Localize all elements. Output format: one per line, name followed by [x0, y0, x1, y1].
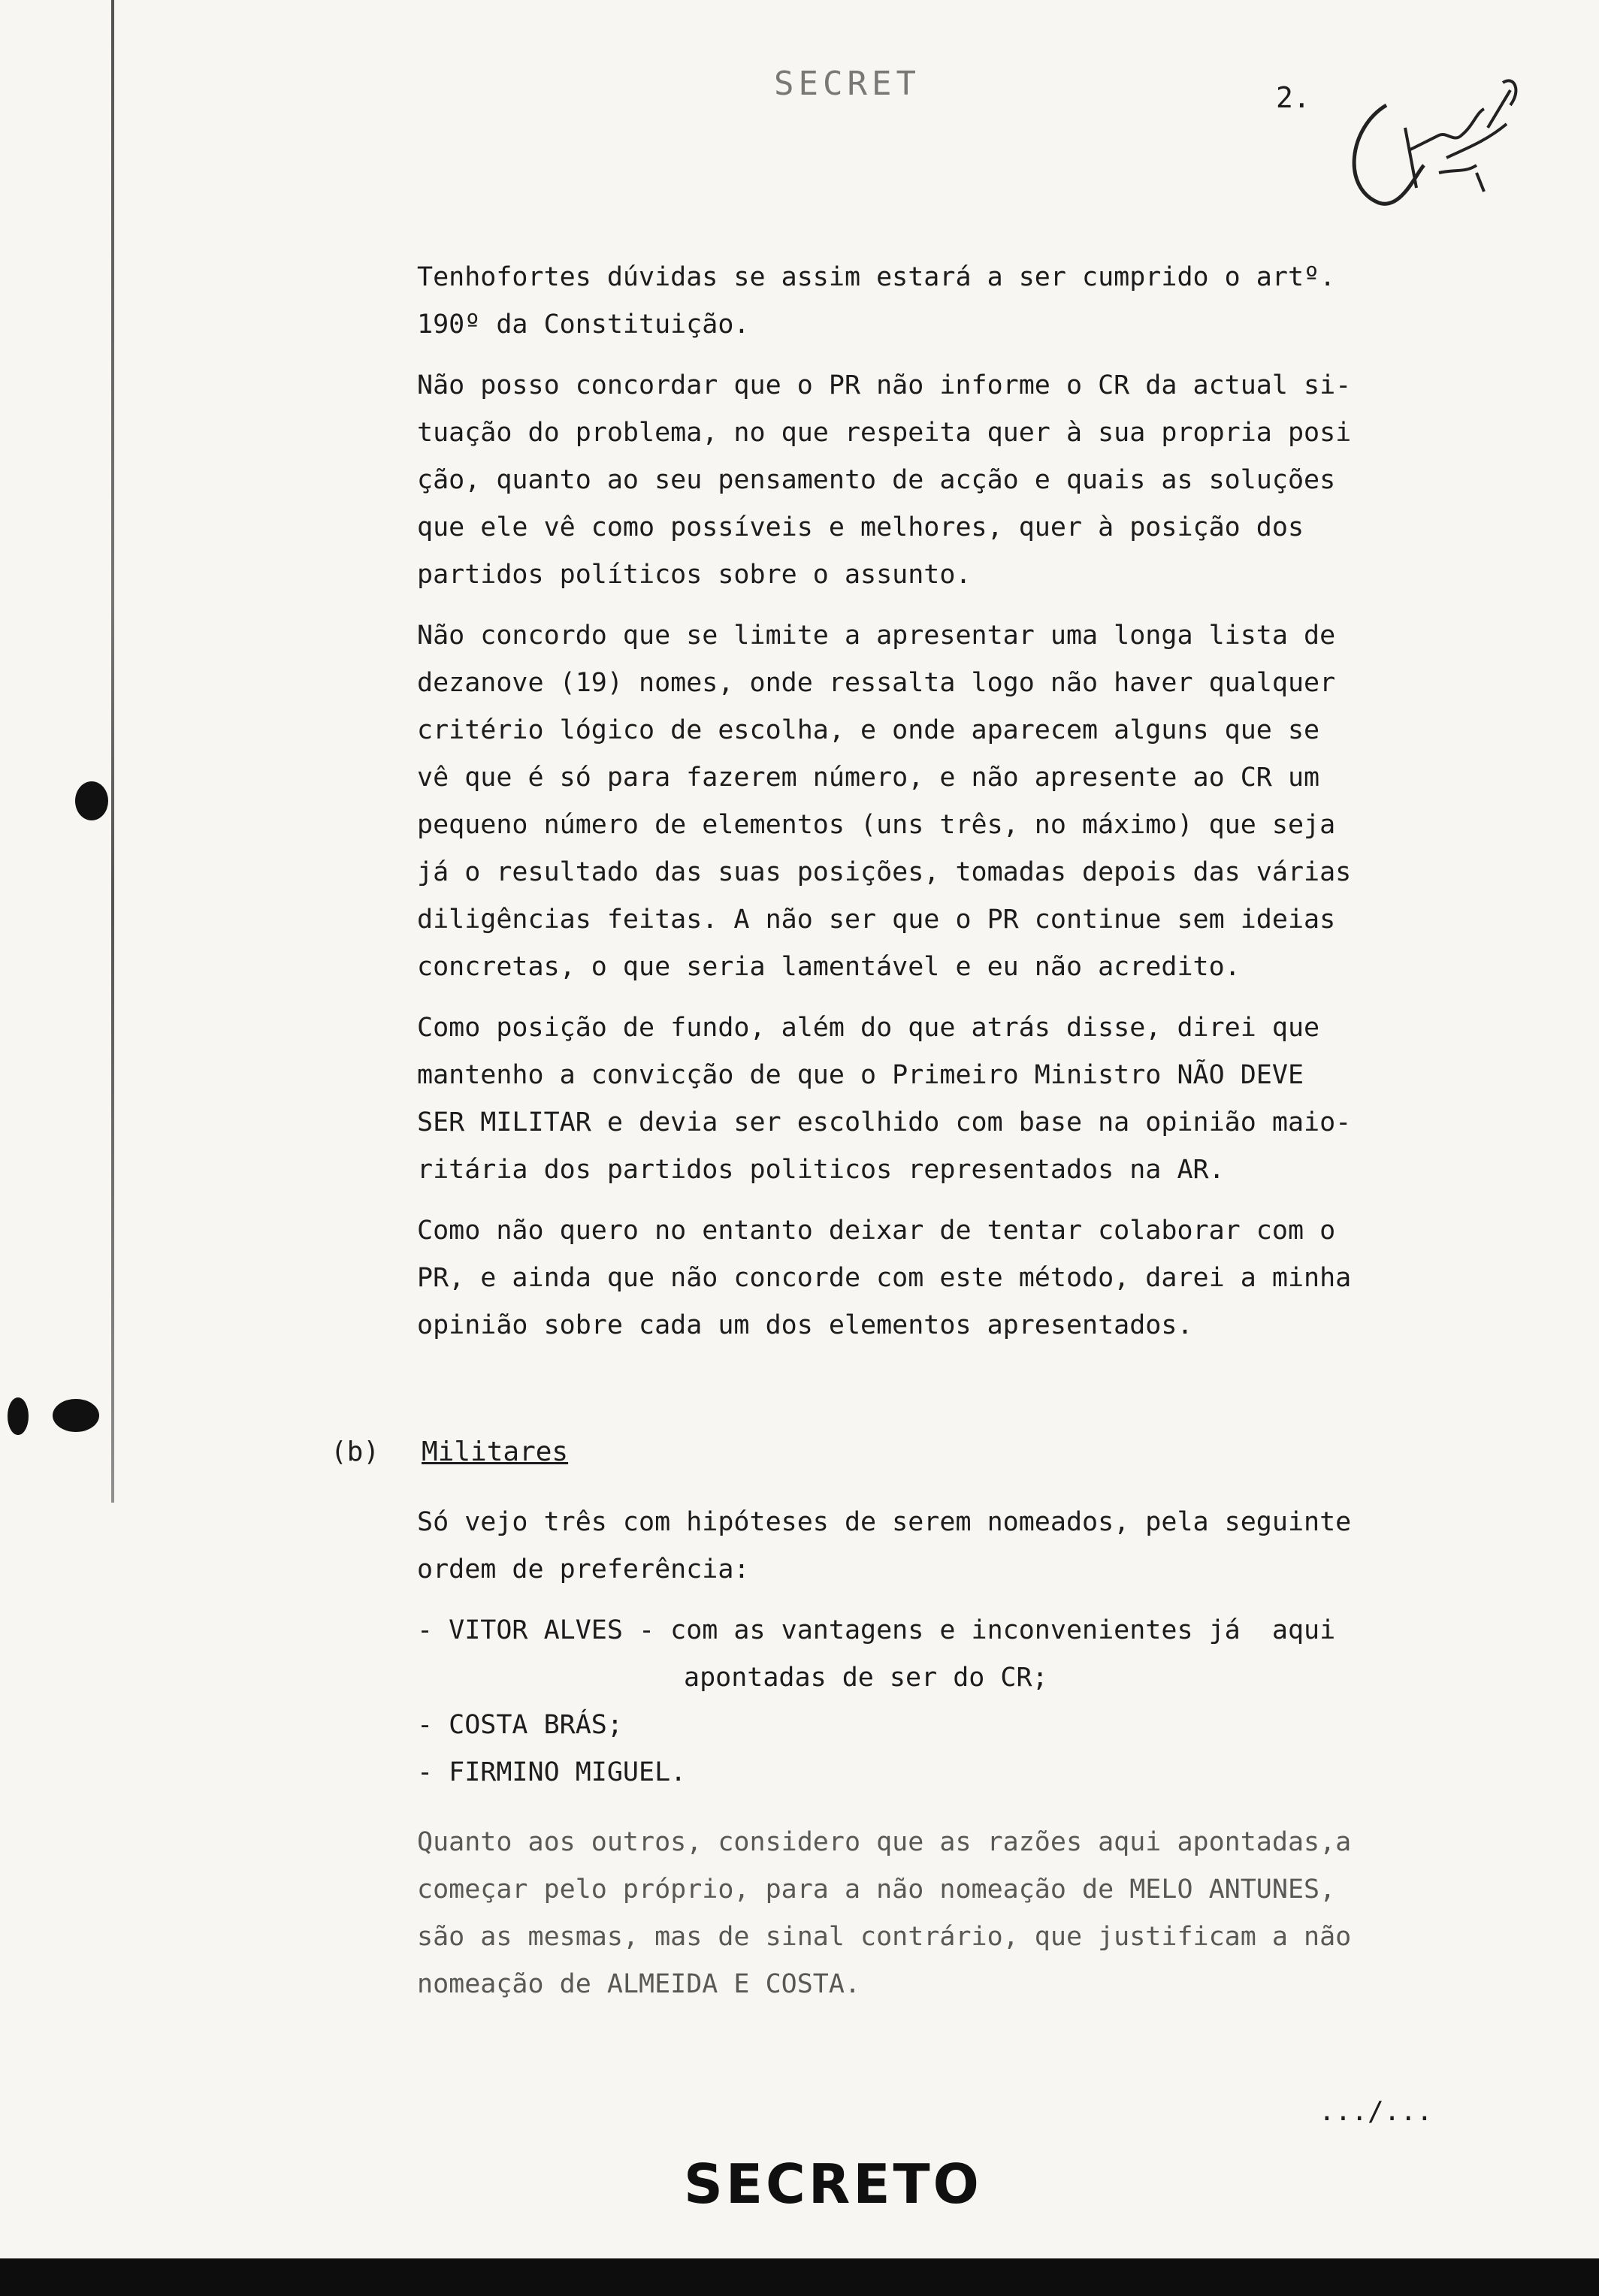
paragraph: Não concordo que se limite a apresentar uma longa lista de dezanove (19) nomes, onde ressalta logo não haver qualquer critério lógico de escolha, e onde aparecem alguns que se vê que é só para fazerem número, e não apresente ao CR um pequeno número de elementos (uns três, no máximo) que seja já o resultado das suas posições, tomadas depois das várias diligências feitas. A não ser que o PR continue sem ideias concretas, o que seria lamentável e eu não acredito.: [417, 621, 1352, 982]
section-heading: [331, 1437, 568, 1467]
closing-paragraph: Quanto aos outros, considero que as razões aqui apontadas,a começar pelo próprio, para a não nomeação de MELO ANTUNES, são as mesmas, mas de sinal contrário, que justificam a não nomeação de ALMEIDA E COSTA.: [417, 1827, 1352, 1999]
list-item: - COSTA BRÁS;: [417, 1710, 623, 1740]
paragraph: Como posição de fundo, além do que atrás disse, direi que mantenho a convicção de que o Primeiro Ministro NÃO DEVE SER MILITAR e devia ser escolhido com base na opinião maio- ritária dos partidos politicos representados na AR.: [417, 1013, 1352, 1185]
page-number: 2.: [1276, 81, 1310, 114]
section-intro: Só vejo três com hipóteses de serem nomeados, pela seguinte ordem de preferência:: [417, 1507, 1352, 1585]
footer-stamp: SECRETO: [684, 2152, 982, 2216]
page-edge-shadow: [111, 0, 114, 1503]
handwritten-signature: [1334, 60, 1529, 225]
paragraph: Não posso concordar que o PR não informe o CR da actual si- tuação do problema, no que respeita quer à sua propria posi ção, quanto ao seu pensamento de acção e quais as soluções que ele vê como possíveis e melhores, quer à posição dos partidos políticos sobre o assunto.: [417, 370, 1352, 590]
continuation-mark: .../...: [1319, 2096, 1433, 2127]
punch-hole-mark: [8, 1397, 29, 1435]
punch-hole-mark: [53, 1399, 99, 1432]
paragraph: Tenhofortes dúvidas se assim estará a ser cumprido o artº. 190º da Constituição.: [417, 262, 1336, 340]
header-stamp: SECRET: [774, 65, 920, 103]
scan-border: [0, 2258, 1599, 2296]
document-body: [417, 254, 1416, 1363]
section-body: [417, 1499, 1416, 2022]
list-item: - FIRMINO MIGUEL.: [417, 1757, 687, 1787]
list-item-continuation: apontadas de ser do CR;: [684, 1663, 1048, 1693]
section-marker: (b): [331, 1437, 380, 1467]
punch-hole-mark: [75, 781, 108, 820]
paragraph: Como não quero no entanto deixar de tentar colaborar com o PR, e ainda que não concorde com este método, darei a minha opinião sobre cada um dos elementos apresentados.: [417, 1216, 1352, 1340]
list-item: - VITOR ALVES - com as vantagens e inconvenientes já aqui: [417, 1615, 1336, 1645]
section-title: Militares: [422, 1437, 569, 1467]
